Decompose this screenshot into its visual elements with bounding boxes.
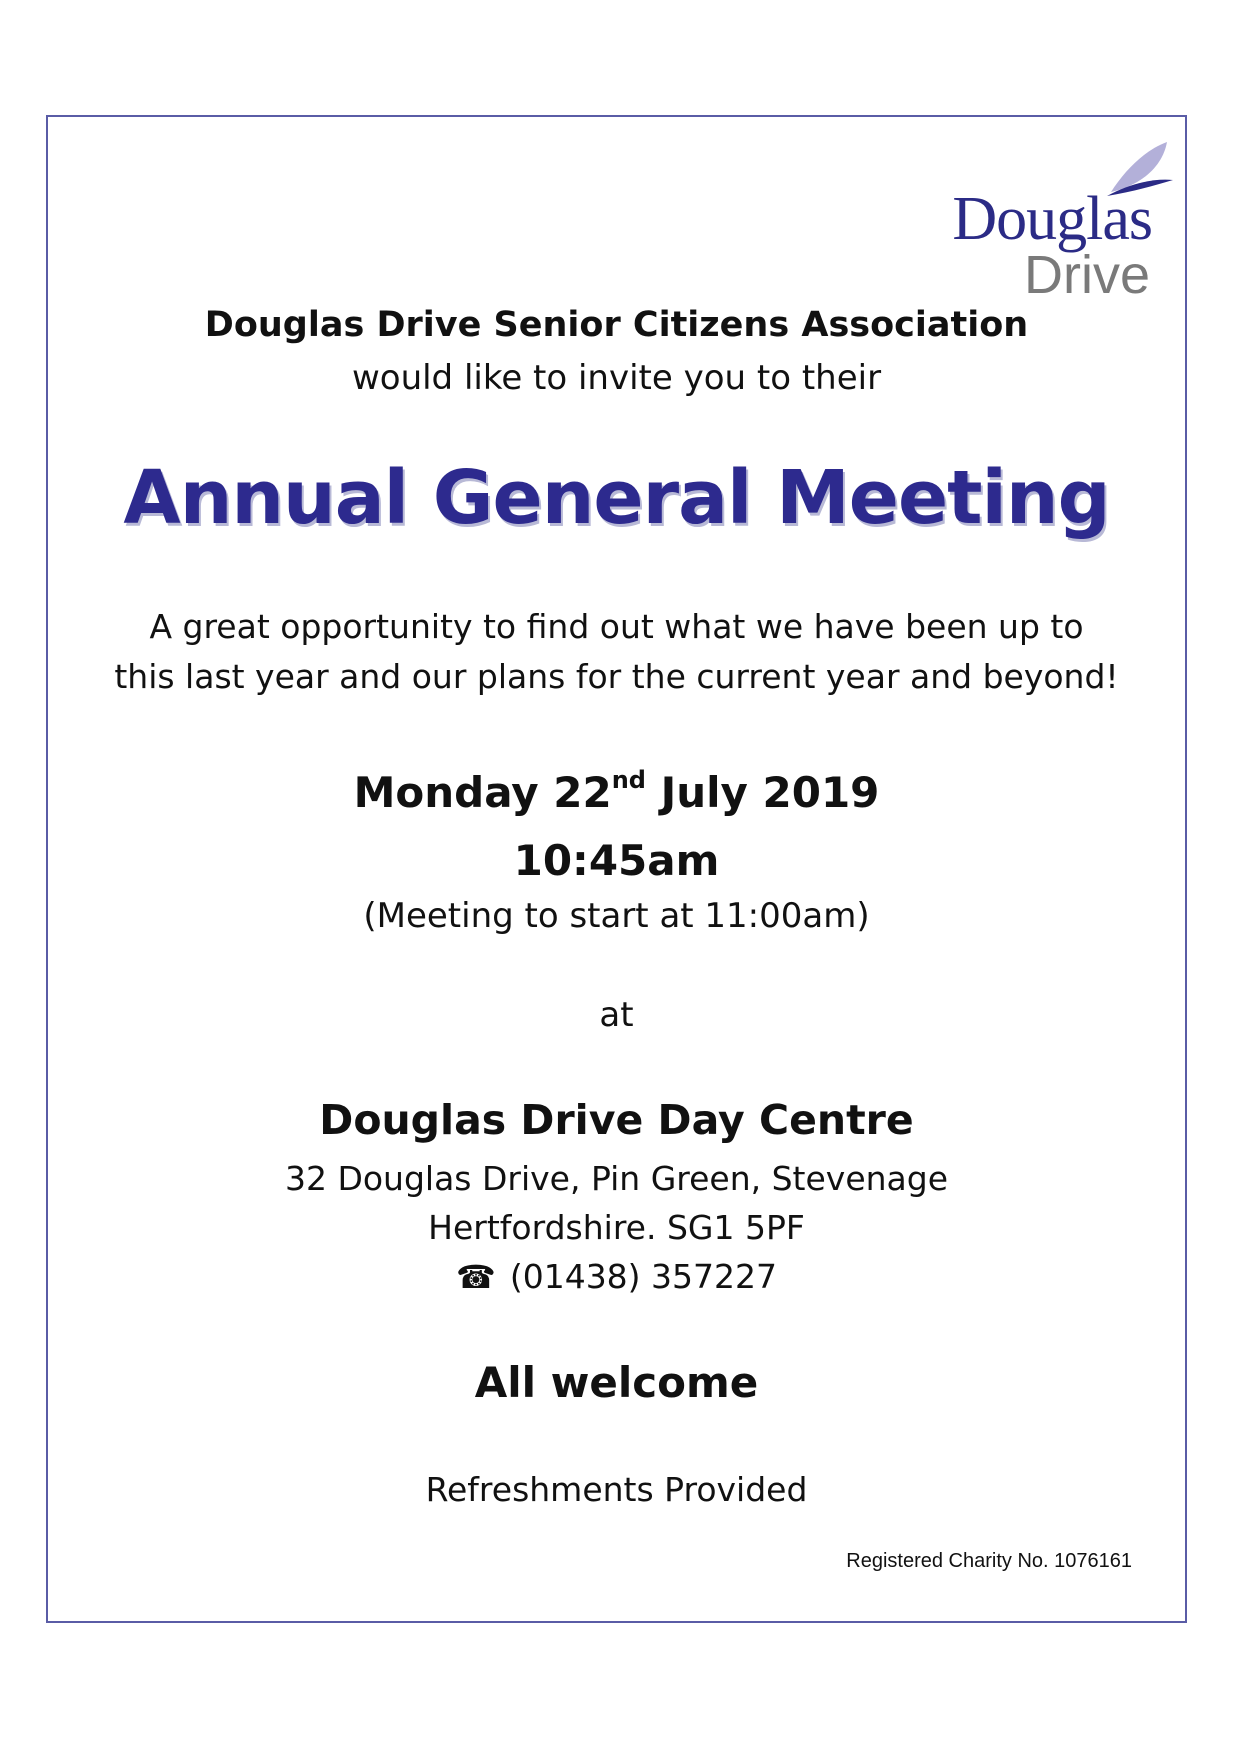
event-date-day: Monday 22 [353, 768, 612, 817]
venue-phone [46, 1257, 1187, 1296]
invite-line: would like to invite you to their [351, 358, 882, 398]
phone-number: (01438) 357227 [509, 1257, 778, 1296]
telephone-icon: ☎ [455, 1258, 496, 1296]
venue-address-line-1: 32 Douglas Drive, Pin Green, Stevenage [284, 1159, 949, 1198]
blurb-line-2: this last year and our plans for the current year and beyond! [114, 657, 1119, 696]
venue-name: Douglas Drive Day Centre [319, 1096, 914, 1144]
refreshments-note: Refreshments Provided [425, 1470, 808, 1509]
douglas-drive-logo [930, 140, 1170, 310]
page-title: Annual General Meeting [123, 455, 1110, 541]
blurb-line-1: A great opportunity to find out what we have been up to [149, 607, 1084, 646]
event-date [46, 768, 1187, 817]
event-date-suffix: nd [611, 766, 646, 794]
blurb [46, 602, 1187, 702]
event-time: 10:45am [513, 836, 720, 885]
event-date-rest: July 2019 [645, 768, 880, 817]
at-label: at [599, 995, 634, 1035]
logo-word-drive: Drive [1023, 245, 1150, 305]
start-note: (Meeting to start at 11:00am) [363, 896, 870, 936]
organisation-name: Douglas Drive Senior Citizens Association [204, 305, 1029, 345]
venue-address-line-2: Hertfordshire. SG1 5PF [428, 1208, 805, 1247]
all-welcome: All welcome [474, 1358, 759, 1407]
logo-word-douglas: Douglas [952, 185, 1152, 253]
charity-number: Registered Charity No. 1076161 [846, 1550, 1132, 1572]
